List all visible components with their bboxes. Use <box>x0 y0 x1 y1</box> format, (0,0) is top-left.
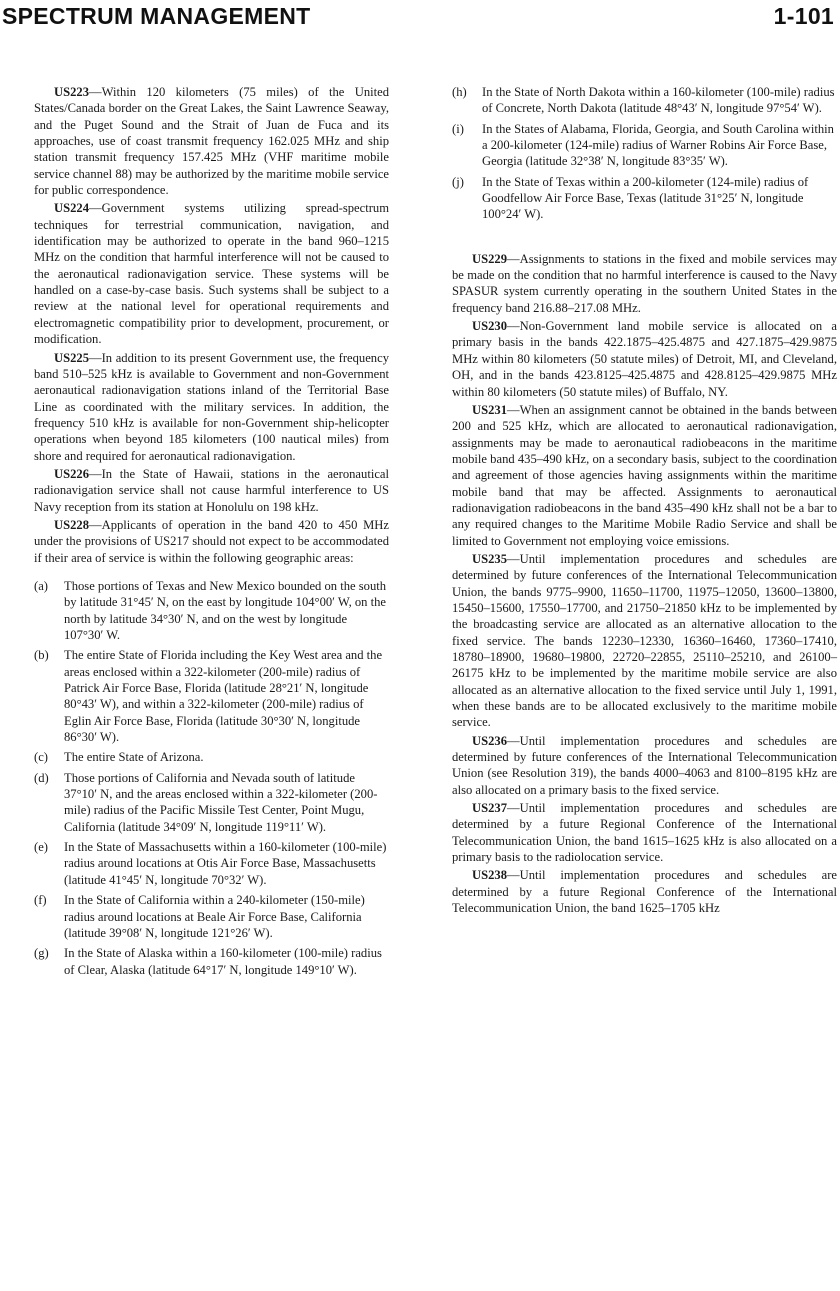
area-item-c <box>34 749 389 765</box>
page-title: SPECTRUM MANAGEMENT <box>2 3 311 29</box>
footnote-code: US228 <box>54 517 89 532</box>
area-label: (f) <box>34 893 47 908</box>
area-item-d <box>34 770 389 835</box>
area-item-f <box>34 892 389 941</box>
area-text: In the State of Massachusetts within a 160-kilometer (100-mile) radius around locations at Otis Air Force Base, Massachusetts (latitude 41°45′ N, longitude 70°32′ W). <box>64 840 387 887</box>
footnote-us224 <box>34 200 389 347</box>
footnote-code: US230 <box>472 319 507 334</box>
area-text: The entire State of Florida including the Key West area and the areas enclosed within a 322-kilometer (200-mile) radius of Patrick Air Force Base, Florida (latitude 28°21′ N, longitude 80°43′ W), and within a 322-kilometer (200-mile) radius of Eglin Air Force Base, Florida (latitude 30°30′ N, longitude 86°30′ W). <box>64 648 383 745</box>
footnote-text: —In the State of Hawaii, stations in the aeronautical radionavigation service shall not cause harmful interference to US Navy reception from its station at Honolulu on 198 kHz. <box>34 466 389 514</box>
area-item-b <box>34 647 389 745</box>
area-item-h <box>452 84 837 117</box>
area-text: Those portions of Texas and New Mexico bounded on the south by latitude 31°45′ N, on the east by longitude 104°00′ W, on the north by latitude 34°30′ N, and on the west by longitude 107°30′ W. <box>64 578 387 642</box>
geographic-area-list <box>34 578 389 978</box>
area-label: (c) <box>34 750 48 765</box>
footnote-text: —In addition to its present Government use, the frequency band 510–525 kHz is available to Government and non-Government aeronautical radionavigation stations inland of the Territorial Base Line as coordinated with the military services. In addition, the frequency 510 kHz is available for non-Government ship-helicopter operations when beyond 185 kilometers (100 nautical miles) from shore and required for aeronautical radionavigation. <box>34 350 389 463</box>
area-label: (e) <box>34 840 48 855</box>
footnote-text: —Assignments to stations in the fixed and mobile services may be made on the condition that no harmful interference is caused to the Navy SPASUR system currently operating in the southern United States in the frequency band 216.88–217.08 MHz. <box>452 251 837 315</box>
left-column <box>34 84 389 992</box>
footnote-text: —When an assignment cannot be obtained in the bands between 200 and 525 kHz, which are allocated to aeronautical radionavigation, assignments may be made to aeronautical radiobeacons in the maritime mobile band 435–490 kHz, on a secondary basis, subject to the coordination and agreement of those agencies having assignments within the maritime mobile band that may be affected. Assignments to aeronautical radionavigation radiobeacons in the band 435–490 kHz shall not be a bar to any required changes to the Maritime Mobile Radio Service and shall be limited to Government not employing voice emissions. <box>452 402 837 548</box>
footnote-us223 <box>34 84 389 198</box>
area-text: The entire State of Arizona. <box>64 750 204 765</box>
area-label: (a) <box>34 578 48 593</box>
footnote-text: —Government systems utilizing spread-spectrum techniques for terrestrial communication, navigation, and identification may be authorized to operate in the band 960–1215 MHz on the condition that harmful interference will not be caused to the aeronautical radionavigation service. These systems will be handled on a case-by-case basis. Such systems shall be subject to a review at the national level for operational requirements and electromagnetic compatibility prior to development, procurement, or modification. <box>34 201 389 347</box>
area-label: (i) <box>452 121 464 136</box>
footnote-text: —Within 120 kilometers (75 miles) of the United States/Canada border on the Great Lakes, the Saint Lawrence Seaway, and the Puget Sound and the Strait of Juan de Fuca and its approaches, use of coast transmit frequency 162.025 MHz and ship station transmit frequency 157.425 MHz (VHF maritime mobile service channel 88) may be authorized by the maritime mobile service for public correspondence. <box>34 85 389 198</box>
footnote-code: US224 <box>54 201 89 216</box>
footnote-us231 <box>452 402 837 549</box>
footnote-code: US238 <box>472 868 507 883</box>
page-number: 1-101 <box>773 3 834 29</box>
area-item-i <box>452 121 837 170</box>
footnote-us225 <box>34 350 389 464</box>
footnote-us236 <box>452 733 837 798</box>
area-item-g <box>34 945 389 978</box>
area-text: In the State of North Dakota within a 160-kilometer (100-mile) radius of Concrete, North Dakota (latitude 48°43′ N, longitude 97°54′ W). <box>482 85 835 116</box>
area-label: (h) <box>452 85 467 99</box>
area-item-e <box>34 839 389 888</box>
footnote-us226 <box>34 466 389 515</box>
geographic-area-list-continued <box>452 84 837 223</box>
area-text: In the States of Alabama, Florida, Georgia, and South Carolina within a 200-kilometer (124-mile) radius of Warner Robins Air Force Base, Georgia (latitude 32°38′ N, longitude 83°35′ W). <box>482 121 834 169</box>
footnote-us237 <box>452 800 837 865</box>
footnote-code: US223 <box>54 85 89 99</box>
area-label: (j) <box>452 174 464 189</box>
footnote-code: US225 <box>54 350 89 365</box>
footnote-text: —Until implementation procedures and schedules are determined by future conferences of the International Telecommunication Union, the bands 9775–9900, 11650–11700, 11975–12050, 13600–13800, 15450–15600, 17550–17700, and 21750–21850 kHz to be implemented by the broadcasting service are allocated as an alternative allocation to the fixed service. The bands 12230–12330, 16360–16460, 17360–17410, 18780–18900, 19680–19800, 22720–22855, 25110–25210, and 26100–26175 kHz to be implemented by the maritime mobile service are also allocated as an alternative allocation to the fixed service until July 1, 1991, when these bands are to be allocated exclusively to the maritime mobile service. <box>452 551 837 730</box>
footnote-us235 <box>452 551 837 731</box>
area-item-j <box>452 174 837 223</box>
area-item-a <box>34 578 389 643</box>
footnote-text: —Until implementation procedures and schedules are determined by a future Regional Conference of the International Telecommunication Union, the band 1625–1705 kHz <box>452 868 837 916</box>
footnote-code: US237 <box>472 801 507 816</box>
footnote-text: —Until implementation procedures and schedules are determined by a future Regional Conference of the International Telecommunication Union, the band 1615–1625 kHz is also allocated on a primary basis to the radiolocation service. <box>452 801 837 865</box>
footnote-us230 <box>452 318 837 400</box>
footnote-text: —Until implementation procedures and schedules are determined by future conferences of the International Telecommunication Union (see Resolution 319), the bands 4000–4063 and 8100–8195 kHz are also allocated on a primary basis to the fixed service. <box>452 733 837 797</box>
area-text: Those portions of California and Nevada south of latitude 37°10′ N, and the areas enclosed within a 322-kilometer (200-mile) radius of the Pacific Missile Test Center, Point Mugu, California (latitude 34°09′ N, longitude 119°11′ W). <box>64 770 378 834</box>
right-column <box>452 84 837 919</box>
area-label: (g) <box>34 946 49 961</box>
footnote-us228 <box>34 517 389 566</box>
footnote-code: US229 <box>472 251 507 266</box>
footnote-code: US226 <box>54 466 89 481</box>
area-text: In the State of California within a 240-kilometer (150-mile) radius around locations at Beale Air Force Base, California (latitude 39°08′ N, longitude 121°26′ W). <box>64 893 365 940</box>
area-label: (d) <box>34 770 49 785</box>
footnote-text: —Applicants of operation in the band 420 to 450 MHz under the provisions of US217 should not expect to be accommodated if their area of service is within the following geographic areas: <box>34 517 389 565</box>
page-header <box>0 0 840 34</box>
footnote-us229 <box>452 251 837 316</box>
area-text: In the State of Alaska within a 160-kilometer (100-mile) radius of Clear, Alaska (latitude 64°17′ N, longitude 149°10′ W). <box>64 946 382 977</box>
footnote-text: —Non-Government land mobile service is allocated on a primary basis in the bands 422.1875–425.4875 and 427.1875–429.9875 MHz within 80 kilometers (50 statute miles) of Detroit, MI, and Cleveland, OH, and in the bands 423.8125–425.4875 and 428.8125–429.9875 MHz within 80 kilometers (50 statute miles) of Buffalo, NY. <box>452 319 837 399</box>
footnote-code: US236 <box>472 733 507 748</box>
footnote-code: US231 <box>472 402 507 417</box>
area-label: (b) <box>34 648 49 663</box>
footnote-us238 <box>452 867 837 916</box>
area-text: In the State of Texas within a 200-kilometer (124-mile) radius of Goodfellow Air Force Base, Texas (latitude 31°25′ N, longitude 100°24′ W). <box>482 174 809 222</box>
footnote-code: US235 <box>472 551 507 566</box>
